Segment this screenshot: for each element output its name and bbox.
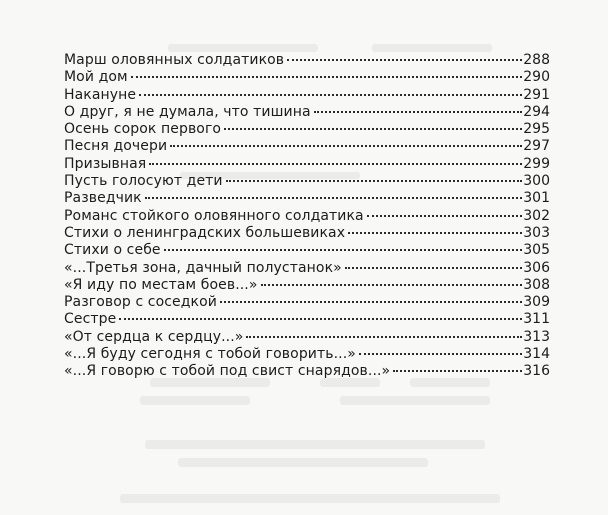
toc-entry-page: 299	[523, 155, 550, 172]
toc-entry-title: Стихи о ленинградских большевиках	[64, 224, 346, 241]
dot-leader	[164, 249, 523, 251]
show-through-text	[120, 494, 500, 503]
toc-entry-title: Песня дочери	[64, 138, 168, 155]
toc-entry-page: 297	[523, 138, 550, 155]
toc-entry[interactable]	[64, 173, 550, 190]
toc-entry-title: Накануне	[64, 86, 137, 103]
toc-entry-title: Сестре	[64, 311, 117, 328]
toc-entry-title: «От сердца к сердцу...»	[64, 328, 244, 345]
table-of-contents	[64, 52, 550, 381]
toc-entry[interactable]	[64, 363, 550, 380]
toc-entry[interactable]	[64, 104, 550, 121]
dot-leader	[345, 267, 522, 269]
toc-entry[interactable]	[64, 242, 550, 259]
toc-entry[interactable]	[64, 87, 550, 104]
toc-entry-page: 295	[523, 121, 550, 138]
dot-leader	[131, 76, 523, 78]
toc-entry[interactable]	[64, 190, 550, 207]
toc-entry-page: 311	[523, 311, 550, 328]
toc-entry-page: 294	[523, 103, 550, 120]
toc-entry-page: 306	[523, 259, 550, 276]
toc-entry-page: 290	[523, 69, 550, 86]
toc-entry[interactable]	[64, 260, 550, 277]
toc-entry-page: 291	[523, 86, 550, 103]
toc-entry-title: «...Третья зона, дачный полустанок»	[64, 259, 342, 276]
toc-entry[interactable]	[64, 329, 550, 346]
dot-leader	[314, 111, 523, 113]
toc-entry[interactable]	[64, 121, 550, 138]
toc-entry-title: «...Я говорю с тобой под свист снарядов...»	[64, 363, 391, 380]
dot-leader	[119, 318, 522, 320]
toc-entry-page: 314	[523, 346, 550, 363]
toc-entry[interactable]	[64, 346, 550, 363]
toc-entry[interactable]	[64, 311, 550, 328]
toc-entry[interactable]	[64, 294, 550, 311]
toc-entry-title: Разведчик	[64, 190, 142, 207]
dot-leader	[145, 197, 523, 199]
dot-leader	[226, 180, 523, 182]
toc-entry-title: Осень сорок первого	[64, 121, 222, 138]
show-through-text	[140, 396, 250, 405]
show-through-text	[168, 44, 318, 52]
dot-leader	[220, 301, 522, 303]
dot-leader	[170, 145, 522, 147]
dot-leader	[393, 370, 522, 372]
toc-entry-page: 305	[523, 242, 550, 259]
toc-entry-title: Разговор с соседкой	[64, 294, 217, 311]
dot-leader	[348, 232, 522, 234]
toc-entry[interactable]	[64, 156, 550, 173]
toc-entry-page: 316	[523, 363, 550, 380]
toc-entry-page: 300	[523, 173, 550, 190]
toc-entry-page: 308	[523, 276, 550, 293]
toc-entry-title: Призывная	[64, 155, 147, 172]
toc-entry[interactable]	[64, 225, 550, 242]
toc-entry-title: Стихи о себе	[64, 242, 161, 259]
toc-entry-page: 301	[523, 190, 550, 207]
dot-leader	[287, 59, 522, 61]
toc-entry-title: Мой дом	[64, 69, 128, 86]
dot-leader	[261, 284, 523, 286]
toc-entry[interactable]	[64, 52, 550, 69]
toc-entry-page: 313	[523, 328, 550, 345]
toc-entry-title: «...Я буду сегодня с тобой говорить...»	[64, 346, 356, 363]
toc-entry-page: 288	[523, 52, 550, 68]
dot-leader	[149, 163, 522, 165]
toc-entry-page: 309	[523, 294, 550, 311]
show-through-text	[178, 458, 428, 467]
toc-entry[interactable]	[64, 69, 550, 86]
toc-entry-title: Марш оловянных солдатиков	[64, 52, 285, 68]
dot-leader	[359, 353, 522, 355]
toc-entry-title: Романс стойкого оловянного солдатика	[64, 207, 364, 224]
dot-leader	[367, 215, 523, 217]
show-through-text	[372, 44, 492, 52]
dot-leader	[224, 128, 522, 130]
toc-entry-title: Пусть голосуют дети	[64, 173, 223, 190]
toc-entry-page: 302	[523, 207, 550, 224]
toc-entry[interactable]	[64, 138, 550, 155]
toc-entry-title: О друг, я не думала, что тишина	[64, 103, 311, 120]
dot-leader	[139, 94, 522, 96]
toc-entry[interactable]	[64, 208, 550, 225]
dot-leader	[246, 336, 522, 338]
toc-entry-title: «Я иду по местам боев...»	[64, 276, 258, 293]
toc-entry[interactable]	[64, 277, 550, 294]
show-through-text	[145, 440, 485, 449]
toc-entry-page: 303	[523, 224, 550, 241]
show-through-text	[340, 396, 490, 405]
